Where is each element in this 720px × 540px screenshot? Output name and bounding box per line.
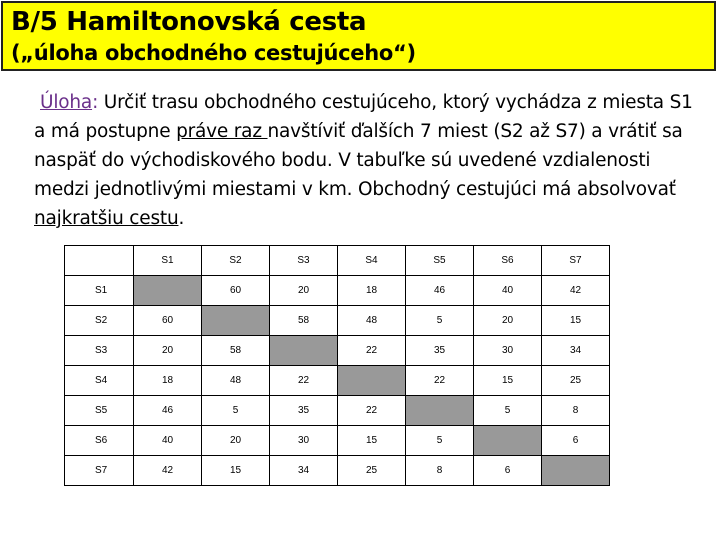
task-underlined-a: práve raz (176, 121, 268, 142)
distance-cell: 40 (134, 426, 202, 456)
task-description (34, 88, 694, 233)
table-row (65, 396, 610, 426)
distance-cell: 34 (270, 456, 338, 486)
distance-cell: 8 (406, 456, 474, 486)
distance-cell: 5 (406, 426, 474, 456)
task-text-a: Určiť trasu obchodného cestujúceho, ktorý vychádza z miesta S1 a má postupne (34, 92, 693, 142)
distance-cell: 5 (474, 396, 542, 426)
distance-cell: 34 (542, 336, 610, 366)
distance-cell: 58 (270, 306, 338, 336)
distance-cell: 15 (202, 456, 270, 486)
distance-cell: 22 (406, 366, 474, 396)
distance-cell: 15 (338, 426, 406, 456)
distance-cell: 20 (474, 306, 542, 336)
task-text-b: navštíviť ďalších 7 miest (S2 až S7) a vrátiť sa naspäť do východiskového bodu. V tabuľke sú uvedené vzdialenosti medzi jednotlivými miestami v km. Obchodný cestujúci má absolvovať (34, 121, 683, 200)
row-header: S3 (65, 336, 134, 366)
task-label: Úloha (40, 92, 93, 113)
distance-cell: 6 (474, 456, 542, 486)
diagonal-cell (474, 426, 542, 456)
distance-cell: 15 (542, 306, 610, 336)
distance-cell: 30 (474, 336, 542, 366)
row-header: S4 (65, 366, 134, 396)
distance-cell: 58 (202, 336, 270, 366)
column-header: S4 (338, 246, 406, 276)
distance-table (64, 245, 610, 486)
task-text-c: . (178, 208, 185, 229)
row-header: S1 (65, 276, 134, 306)
distance-cell: 22 (338, 336, 406, 366)
distance-cell: 5 (202, 396, 270, 426)
table-header-row (65, 246, 610, 276)
distance-cell: 48 (202, 366, 270, 396)
page-subtitle: („úloha obchodného cestujúceho“) (11, 41, 416, 65)
distance-cell: 22 (270, 366, 338, 396)
distance-cell: 46 (406, 276, 474, 306)
task-underlined-b: najkratšiu cestu (34, 208, 179, 229)
task-label-colon: : (92, 92, 99, 113)
distance-cell: 5 (406, 306, 474, 336)
row-header: S7 (65, 456, 134, 486)
diagonal-cell (202, 306, 270, 336)
column-header: S5 (406, 246, 474, 276)
column-header: S6 (474, 246, 542, 276)
title-box (1, 1, 716, 71)
distance-cell: 15 (474, 366, 542, 396)
distance-cell: 18 (134, 366, 202, 396)
distance-cell: 22 (338, 396, 406, 426)
table-row (65, 456, 610, 486)
table-row (65, 306, 610, 336)
distance-cell: 42 (134, 456, 202, 486)
table-row (65, 276, 610, 306)
column-header: S3 (270, 246, 338, 276)
distance-cell: 60 (202, 276, 270, 306)
row-header: S2 (65, 306, 134, 336)
distance-cell: 60 (134, 306, 202, 336)
distance-cell: 18 (338, 276, 406, 306)
distance-cell: 40 (474, 276, 542, 306)
table-corner-cell (65, 246, 134, 276)
distance-cell: 6 (542, 426, 610, 456)
row-header: S5 (65, 396, 134, 426)
column-header: S7 (542, 246, 610, 276)
page-title: B/5 Hamiltonovská cesta (11, 7, 367, 37)
distance-cell: 20 (134, 336, 202, 366)
table-row (65, 366, 610, 396)
column-header: S1 (134, 246, 202, 276)
distance-cell: 46 (134, 396, 202, 426)
column-header: S2 (202, 246, 270, 276)
diagonal-cell (270, 336, 338, 366)
distance-cell: 8 (542, 396, 610, 426)
table-row (65, 336, 610, 366)
distance-cell: 48 (338, 306, 406, 336)
diagonal-cell (406, 396, 474, 426)
distance-cell: 30 (270, 426, 338, 456)
distance-cell: 35 (406, 336, 474, 366)
distance-cell: 20 (202, 426, 270, 456)
diagonal-cell (134, 276, 202, 306)
distance-cell: 20 (270, 276, 338, 306)
distance-cell: 25 (338, 456, 406, 486)
diagonal-cell (542, 456, 610, 486)
distance-cell: 35 (270, 396, 338, 426)
table-row (65, 426, 610, 456)
distance-cell: 42 (542, 276, 610, 306)
row-header: S6 (65, 426, 134, 456)
distance-cell: 25 (542, 366, 610, 396)
diagonal-cell (338, 366, 406, 396)
